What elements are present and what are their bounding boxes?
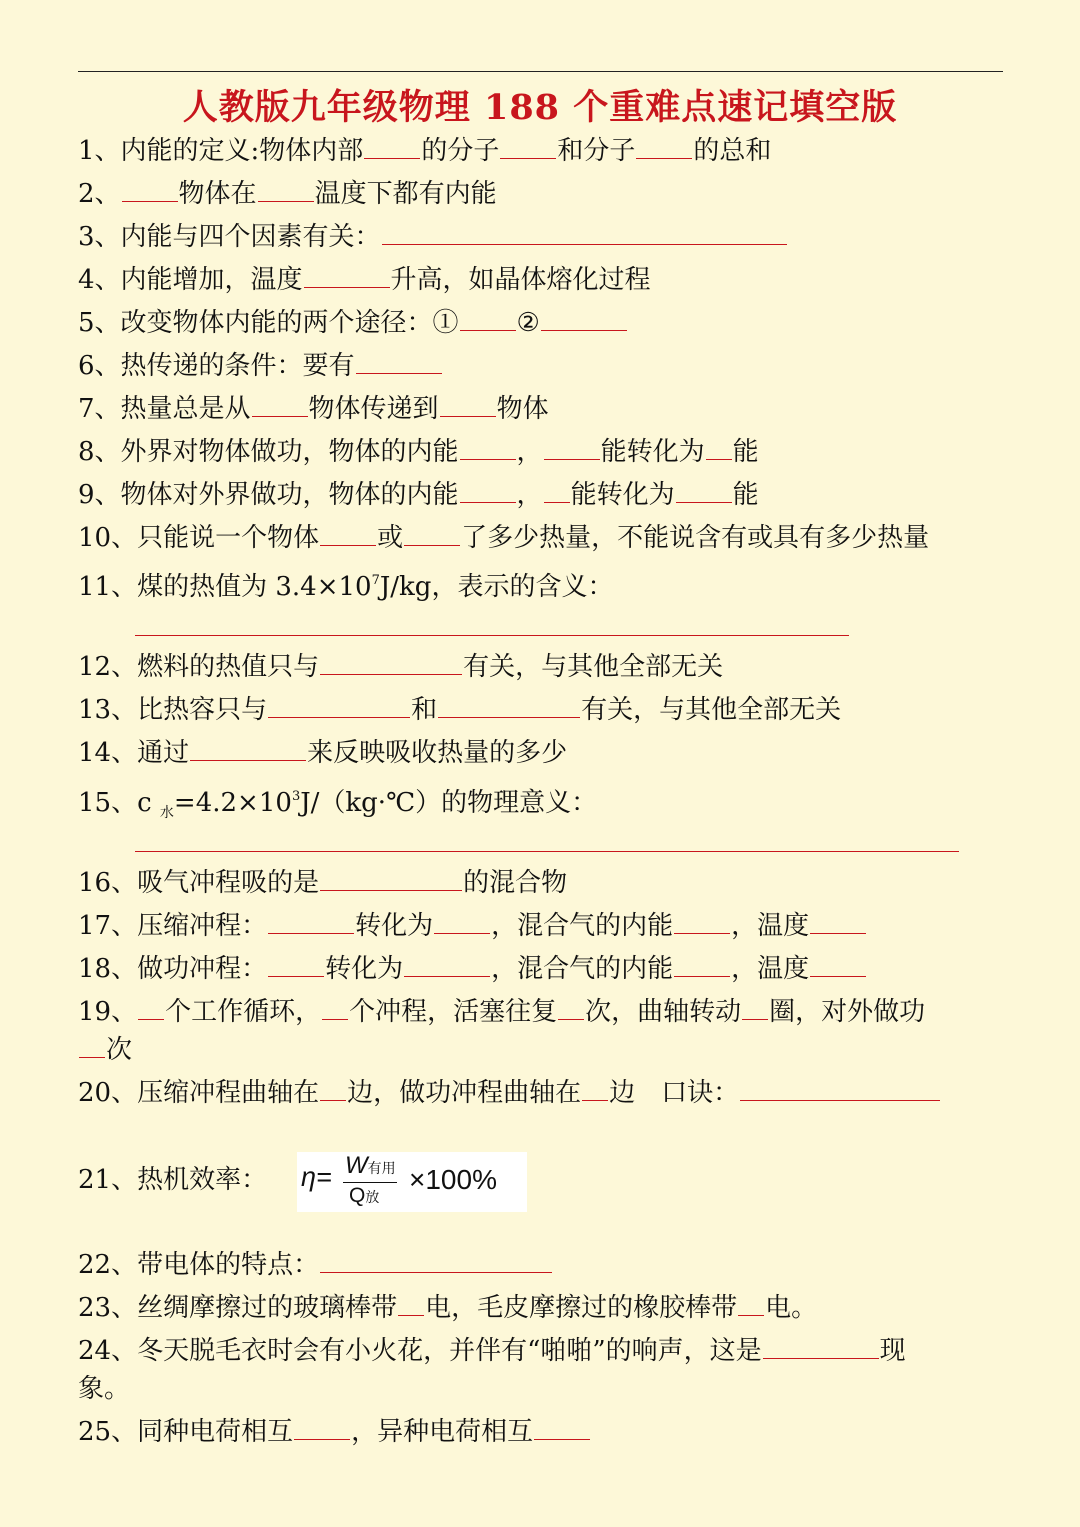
page-title: 人教版九年级物理 188 个重难点速记填空版 bbox=[182, 87, 898, 128]
item-12: 12、燃料的热值只与 有关，与其他全部无关 bbox=[78, 652, 724, 682]
blank[interactable] bbox=[268, 693, 410, 718]
blank[interactable] bbox=[79, 1033, 105, 1058]
fraction-bar bbox=[343, 1182, 397, 1183]
blank[interactable] bbox=[438, 693, 580, 718]
top-rule bbox=[78, 71, 1003, 72]
blank[interactable] bbox=[356, 349, 442, 374]
blank[interactable] bbox=[460, 478, 516, 503]
blank[interactable] bbox=[810, 909, 866, 934]
blank[interactable] bbox=[582, 1076, 608, 1101]
blank[interactable] bbox=[810, 952, 866, 977]
item-7: 7、热量总是从 物体传递到 物体 bbox=[78, 394, 549, 424]
blank[interactable] bbox=[268, 952, 324, 977]
item-21: 21、热机效率： bbox=[78, 1165, 268, 1195]
blank[interactable] bbox=[742, 995, 768, 1020]
blank[interactable] bbox=[320, 1248, 552, 1273]
blank[interactable] bbox=[460, 435, 516, 460]
blank[interactable] bbox=[440, 392, 496, 417]
blank[interactable] bbox=[322, 995, 348, 1020]
item-3: 3、内能与四个因素有关： bbox=[78, 219, 788, 255]
item-15: 15、c $_水=4.2\times 10^3J/(kg\cdot℃)$的物理意义： bbox=[78, 788, 598, 822]
blank[interactable] bbox=[258, 177, 314, 202]
blank[interactable] bbox=[636, 134, 692, 159]
blank[interactable] bbox=[138, 995, 164, 1020]
blank[interactable] bbox=[674, 909, 730, 934]
blank[interactable] bbox=[674, 952, 730, 977]
item-19: 19、 个工作循环， 个冲程，活塞往复 次，曲轴转动 圈，对外做功 bbox=[78, 997, 926, 1027]
efficiency-formula: η= W有用 Q放 ×100% bbox=[297, 1152, 527, 1212]
blank[interactable] bbox=[500, 134, 556, 159]
answer-line[interactable] bbox=[135, 635, 849, 636]
blank[interactable] bbox=[320, 1076, 346, 1101]
item-20: 20、压缩冲程曲轴在 边，做功冲程曲轴在 边 口诀： bbox=[78, 1075, 941, 1111]
blank[interactable] bbox=[398, 1291, 424, 1316]
blank[interactable] bbox=[320, 866, 462, 891]
item-13: 13、比热容只与 和 有关，与其他全部无关 bbox=[78, 695, 842, 725]
blank[interactable] bbox=[320, 521, 376, 546]
blank[interactable] bbox=[364, 134, 420, 159]
item-16: 16、吸气冲程吸的是 的混合物 bbox=[78, 868, 568, 898]
blank[interactable] bbox=[763, 1334, 879, 1359]
item-14: 14、通过 来反映吸收热量的多少 bbox=[78, 738, 568, 768]
answer-line[interactable] bbox=[135, 851, 959, 852]
blank[interactable] bbox=[304, 263, 390, 288]
blank[interactable] bbox=[252, 392, 308, 417]
blank[interactable] bbox=[320, 650, 462, 675]
blank[interactable] bbox=[404, 952, 490, 977]
item-22: 22、带电体的特点： bbox=[78, 1247, 553, 1283]
blank[interactable] bbox=[706, 435, 732, 460]
item-24-cont: 象。 bbox=[78, 1374, 131, 1404]
blank[interactable] bbox=[558, 995, 584, 1020]
blank[interactable] bbox=[434, 909, 490, 934]
blank[interactable] bbox=[676, 478, 732, 503]
item-5: 5、改变物体内能的两个途径：① ② bbox=[78, 305, 628, 341]
blank[interactable] bbox=[544, 478, 570, 503]
item-18: 18、做功冲程： 转化为 ，混合气的内能 ，温度 bbox=[78, 951, 867, 987]
blank[interactable] bbox=[382, 220, 787, 245]
item-6: 6、热传递的条件：要有 bbox=[78, 348, 443, 384]
blank[interactable] bbox=[268, 909, 354, 934]
blank[interactable] bbox=[190, 736, 306, 761]
blank[interactable] bbox=[404, 521, 460, 546]
item-17: 17、压缩冲程： 转化为 ，混合气的内能 ，温度 bbox=[78, 908, 867, 944]
item-23: 23、丝绸摩擦过的玻璃棒带 电，毛皮摩擦过的橡胶棒带 电。 bbox=[78, 1293, 818, 1323]
blank[interactable] bbox=[541, 306, 627, 331]
item-19-cont: 次 bbox=[78, 1032, 132, 1068]
item-25: 25、同种电荷相互 ，异种电荷相互 bbox=[78, 1414, 591, 1450]
item-11: 11、煤的热值为 $3.4\times 10^7J/kg$，表示的含义： bbox=[78, 572, 614, 602]
blank[interactable] bbox=[740, 1076, 940, 1101]
blank[interactable] bbox=[460, 306, 516, 331]
item-1: 1、内能的定义:物体内部 的分子 和分子 的总和 bbox=[78, 136, 772, 166]
blank[interactable] bbox=[738, 1291, 764, 1316]
blank[interactable] bbox=[544, 435, 600, 460]
item-24: 24、冬天脱毛衣时会有小火花，并伴有“啪啪”的响声，这是 现 bbox=[78, 1336, 906, 1366]
item-9: 9、物体对外界做功，物体的内能 ， 能转化为 能 bbox=[78, 480, 759, 510]
item-10: 10、只能说一个物体 或 了多少热量，不能说含有或具有多少热量 bbox=[78, 523, 930, 553]
item-4: 4、内能增加，温度 升高，如晶体熔化过程 bbox=[78, 265, 651, 295]
item-8: 8、外界对物体做功，物体的内能 ， 能转化为 能 bbox=[78, 437, 759, 467]
blank[interactable] bbox=[122, 177, 178, 202]
item-2: 2、 物体在 温度下都有内能 bbox=[78, 179, 497, 209]
blank[interactable] bbox=[294, 1415, 350, 1440]
blank[interactable] bbox=[534, 1415, 590, 1440]
